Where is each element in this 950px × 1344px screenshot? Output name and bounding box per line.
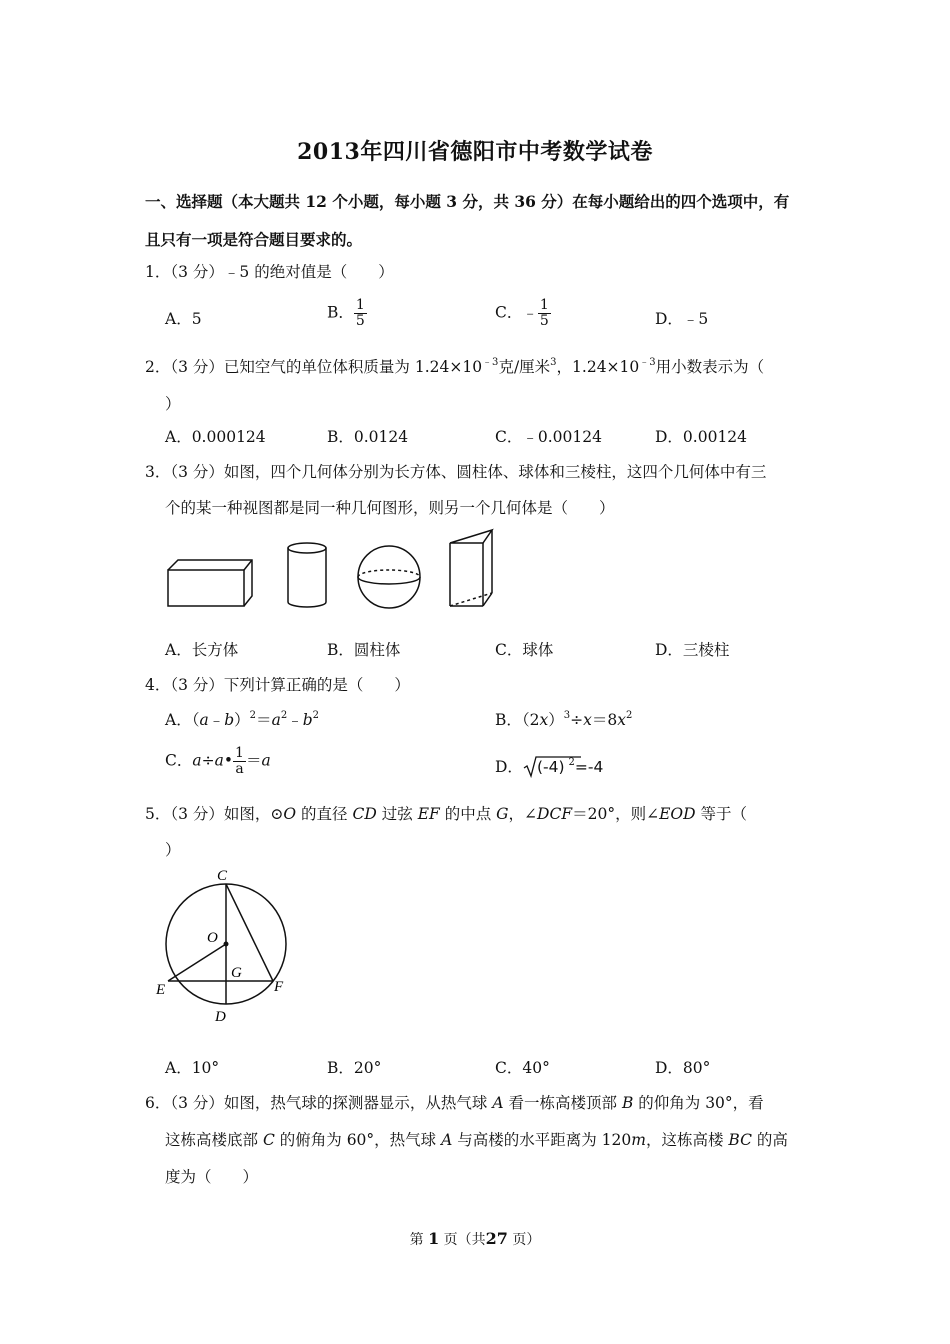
q3-stem-line2: 个的某一种视图都是同一种几何图形，则另一个几何体是（ ） — [165, 499, 615, 517]
q1-option-b: B． $\frac{1}{5}$ — [327, 297, 365, 329]
q5-stem: 5．（3 分）如图，⊙O 的直径 CD 过弦 EF 的中点 G，∠DCF＝20°，则∠EOD 等于（ — [145, 805, 747, 823]
q1-option-a: A．5 — [165, 310, 202, 328]
q5-option-c: C．40° — [495, 1059, 550, 1077]
section-heading-line2: 且只有一项是符合题目要求的。 — [145, 230, 363, 249]
q1-c-fraction: $\frac{1}{5}$ — [539, 297, 549, 329]
q5-option-d: D．80° — [655, 1059, 711, 1077]
page-title: 2013年四川省德阳市中考数学试卷 — [297, 139, 653, 165]
q2-stem: 2．（3 分）已知空气的单位体积质量为 $1.24\times 10^{﹣3}$克/厘米$^3$，$1.24\times 10^{﹣3}$用小数表示为（ — [145, 357, 765, 376]
q3-option-a: A．长方体 — [165, 641, 239, 659]
label-D: D — [215, 1009, 226, 1025]
sphere-figure — [353, 543, 427, 613]
label-F: F — [274, 979, 284, 995]
q4-c-fraction: $\frac{1}{a}$ — [235, 745, 244, 777]
section-heading-line1: 一、选择题（本大题共 12 个小题，每小题 3 分，共 36 分）在每小题给出的四个选项中，有 — [145, 192, 790, 211]
q5-option-a: A．10° — [165, 1059, 220, 1077]
q1-stem: 1．（3 分）﹣5 的绝对值是（ ） — [145, 263, 394, 281]
q2-option-a: A．0.000124 — [165, 428, 266, 446]
q2-option-d: D．0.00124 — [655, 428, 748, 446]
q5-option-b: B．20° — [327, 1059, 382, 1077]
label-E: E — [156, 982, 166, 998]
label-G: G — [231, 965, 242, 981]
q4-option-c: C．a÷a• $\frac{1}{a}$ ＝a — [165, 745, 271, 777]
q1-b-fraction: $\frac{1}{5}$ — [355, 297, 365, 329]
sqrt-symbol: (-4) — [523, 758, 565, 776]
q2-option-c: C．﹣0.00124 — [495, 428, 602, 446]
label-C: C — [217, 868, 228, 884]
q4-option-a: A．$(a﹣b)^2=a^2﹣b^2$ — [165, 710, 320, 729]
cylinder-figure — [283, 538, 333, 613]
q6-stem-line2: 这栋高楼底部 C 的俯角为 60°，热气球 A 与高楼的水平距离为 120m，这栋高楼 BC 的高 — [165, 1131, 788, 1149]
q4-stem: 4．（3 分）下列计算正确的是（ ） — [145, 676, 410, 694]
circle-geometry-figure — [155, 865, 300, 1025]
q3-option-c: C．球体 — [495, 641, 554, 659]
current-page-number: 1 — [428, 1229, 440, 1248]
q1-option-d: D．﹣5 — [655, 310, 709, 328]
cuboid-figure — [160, 555, 260, 615]
q1-option-c: C．﹣ $\frac{1}{5}$ — [495, 297, 549, 329]
q6-stem-line1: 6．（3 分）如图，热气球的探测器显示，从热气球 A 看一栋高楼顶部 B 的仰角为 30°，看 — [145, 1094, 764, 1112]
page-footer: 第 1 页（共27 页） — [409, 1229, 541, 1248]
q6-stem-line3: 度为（ ） — [165, 1168, 259, 1186]
q3-stem-line1: 3．（3 分）如图，四个几何体分别为长方体、圆柱体、球体和三棱柱，这四个几何体中有三 — [145, 463, 767, 481]
q4-option-d: D． (-4) $^2$=-4 — [495, 757, 604, 776]
q4-option-b: B．$(2x)^3\div x=8x^2$ — [495, 710, 633, 729]
q2-option-b: B．0.0124 — [327, 428, 409, 446]
q5-stem-line2: ） — [165, 841, 181, 859]
q2-stem-line2: ） — [165, 395, 181, 413]
triangular-prism-figure — [445, 525, 505, 610]
label-O: O — [207, 930, 218, 946]
q3-option-d: D．三棱柱 — [655, 641, 730, 659]
total-page-count: 27 — [485, 1229, 508, 1248]
q3-option-b: B．圆柱体 — [327, 641, 401, 659]
